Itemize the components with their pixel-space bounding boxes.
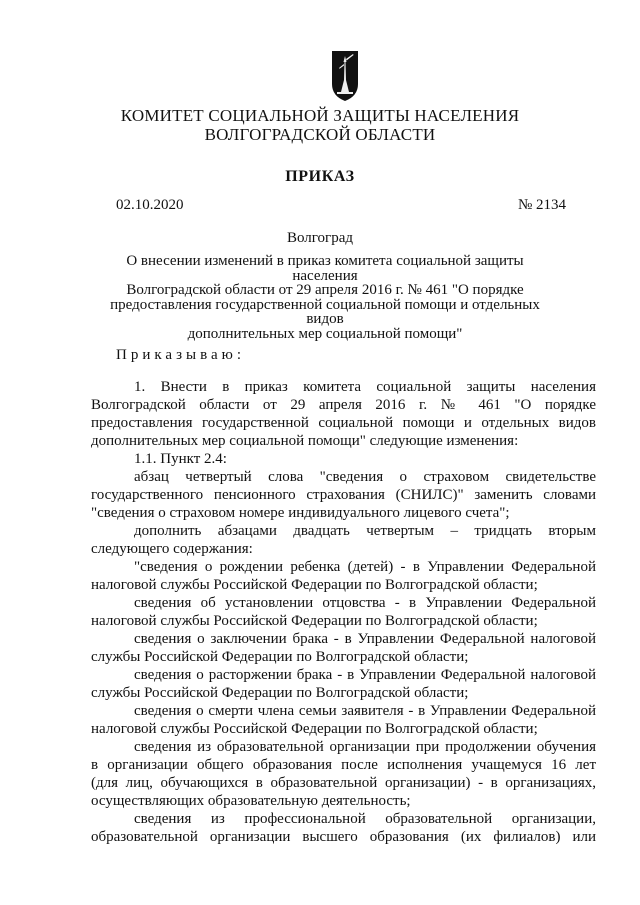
- body-line: службы Российской Федерации по Волгоградской области;: [91, 649, 469, 665]
- body-line: налоговой службы Российской Федерации по Волгоградской области;: [91, 721, 538, 737]
- document-subject: [100, 254, 550, 341]
- subject-line: предоставления государственной социальной помощи и отдельных видов: [110, 296, 540, 327]
- body-line: сведения из образовательной организации при продолжении обучения: [134, 739, 596, 755]
- body-line: (для лиц, обучающихся в образовательной организации) - в организациях,: [91, 775, 596, 791]
- body-line: осуществляющих образовательную деятельность;: [91, 793, 411, 809]
- body-line: в организации общего образования после исполнения учащемуся 16 лет: [91, 757, 596, 773]
- body-line: дополнительных мер социальной помощи" следующие изменения:: [91, 433, 519, 449]
- body-line: службы Российской Федерации по Волгоградской области;: [91, 685, 469, 701]
- body-line: налоговой службы Российской Федерации по Волгоградской области;: [91, 577, 538, 593]
- body-line: 1. Внести в приказ комитета социальной защиты населения: [134, 379, 596, 395]
- document-city: Волгоград: [286, 230, 353, 246]
- body-line: образовательной организации высшего образования (их филиалов) или: [91, 829, 596, 845]
- document-title: ПРИКАЗ: [285, 168, 355, 185]
- organization-name-line2: ВОЛГОГРАДСКОЙ ОБЛАСТИ: [204, 125, 436, 144]
- body-line: абзац четвертый слова "сведения о страховом свидетельстве: [134, 469, 596, 485]
- body-line: сведения об установлении отцовства - в Управлении Федеральной: [134, 595, 596, 611]
- document-date: 02.10.2020: [116, 197, 184, 213]
- body-line: "сведения о рождении ребенка (детей) - в Управлении Федеральной: [134, 559, 596, 575]
- body-line: государственного пенсионного страхования (СНИЛС)" заменить словами: [91, 487, 596, 503]
- body-line: сведения о расторжении брака - в Управлении Федеральной налоговой: [134, 667, 596, 683]
- organization-name-line1: КОМИТЕТ СОЦИАЛЬНОЙ ЗАЩИТЫ НАСЕЛЕНИЯ: [120, 106, 520, 125]
- volgograd-emblem-icon: [331, 50, 359, 102]
- subject-line: дополнительных мер социальной помощи": [187, 325, 463, 342]
- body-line: следующего содержания:: [91, 541, 253, 557]
- body-line: налоговой службы Российской Федерации по Волгоградской области;: [91, 613, 538, 629]
- body-line: предоставления государственной социальной помощи и отдельных видов: [91, 415, 596, 431]
- order-word: Приказываю:: [116, 347, 245, 363]
- subject-line: Волгоградской области от 29 апреля 2016 г. № 461 "О порядке: [126, 282, 524, 298]
- body-line: "сведения о страховом номере индивидуального лицевого счета";: [91, 505, 510, 521]
- body-line: сведения о смерти члена семьи заявителя - в Управлении Федеральной: [134, 703, 596, 719]
- body-line: дополнить абзацами двадцать четвертым – тридцать вторым: [134, 523, 596, 539]
- body-line: 1.1. Пункт 2.4:: [134, 451, 227, 467]
- body-line: сведения о заключении брака - в Управлении Федеральной налоговой: [134, 631, 596, 647]
- document-number: № 2134: [518, 197, 567, 213]
- body-line: сведения из профессиональной образовательной организации,: [134, 811, 596, 827]
- subject-line: О внесении изменений в приказ комитета социальной защиты населения: [126, 253, 524, 284]
- body-line: Волгоградской области от 29 апреля 2016 г. № 461 "О порядке: [91, 397, 596, 413]
